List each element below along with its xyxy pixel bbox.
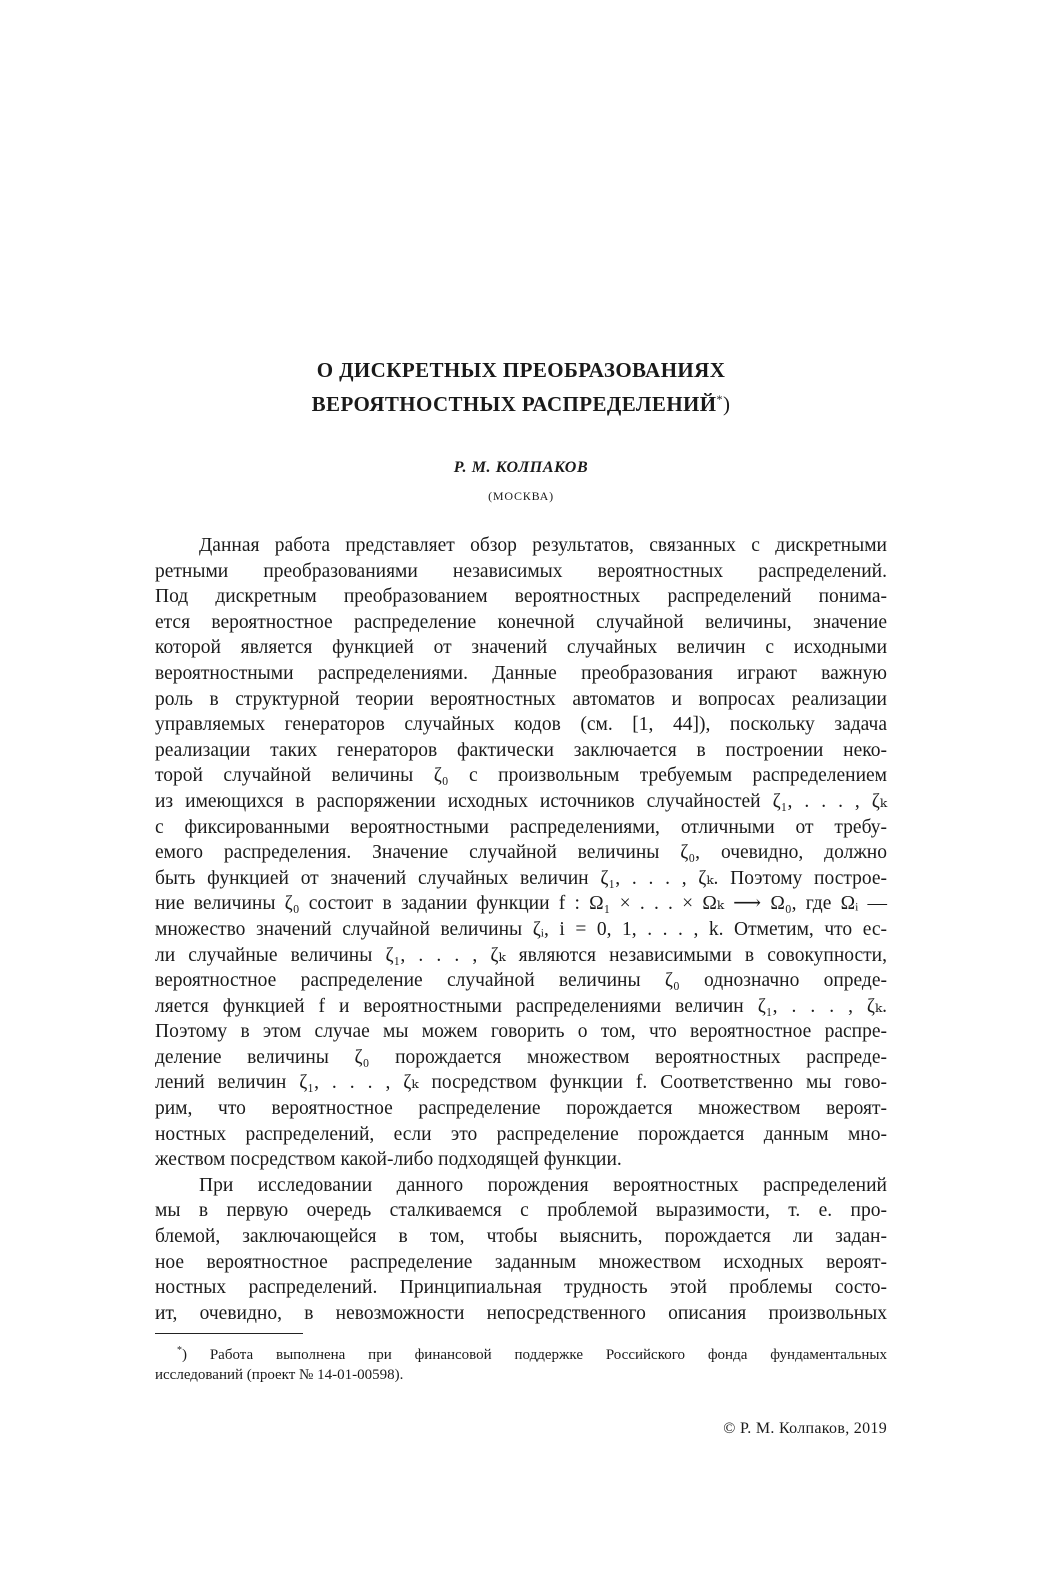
body-line: с фиксированными вероятностными распределениями, отличными от требу- xyxy=(155,816,887,838)
body-line: реализации таких генераторов фактически заключается в построении неко- xyxy=(155,739,887,761)
abstract-body xyxy=(155,533,887,1326)
body-line: блемой, заключающейся в том, чтобы выяснить, порождается ли задан- xyxy=(155,1226,887,1248)
footnote-line-2: исследований (проект № 14-01-00598). xyxy=(155,1367,404,1383)
body-line: Данная работа представляет обзор результатов, связанных с дискретными xyxy=(199,535,887,556)
body-line: которой является функцией от значений случайных величин с исходными xyxy=(155,637,887,659)
body-line: жеством посредством какой-либо подходящей функции. xyxy=(155,1149,622,1171)
title-line-2-text: ВЕРОЯТНОСТНЫХ РАСПРЕДЕЛЕНИЙ xyxy=(311,392,717,416)
paper-title xyxy=(155,356,887,419)
body-line: ляется функцией f и вероятностными распределениями величин ζ₁, . . . , ζₖ. xyxy=(155,995,887,1017)
body-line: ит, очевидно, в невозможности непосредственного описания произвольных xyxy=(155,1302,887,1324)
body-line: ретными преобразованиями независимых вероятностных распределений. xyxy=(155,560,887,582)
body-line: лений величин ζ₁, . . . , ζₖ посредством функции f. Соответственно мы гово- xyxy=(155,1072,887,1094)
title-line-1: О ДИСКРЕТНЫХ ПРЕОБРАЗОВАНИЯХ xyxy=(316,358,726,382)
footnote-line-1 xyxy=(155,1341,887,1365)
body-line: вероятностное распределение случайной величины ζ₀ однозначно опреде- xyxy=(155,970,887,992)
author-name: Р. М. КОЛПАКОВ xyxy=(453,459,589,476)
body-line: мы в первую очередь сталкиваемся с проблемой выразимости, т. е. про- xyxy=(155,1200,887,1222)
footnote xyxy=(155,1341,887,1385)
body-line: вероятностными распределениями. Данные преобразования играют важную xyxy=(155,662,887,684)
copyright-notice: © Р. М. Колпаков, 2019 xyxy=(723,1420,887,1437)
author-affiliation: (МОСКВА) xyxy=(488,489,554,503)
body-line: ное вероятностное распределение заданным множеством исходных вероят- xyxy=(155,1251,887,1273)
body-line: Поэтому в этом случае мы можем говорить о том, что вероятностное распре- xyxy=(155,1021,887,1043)
body-line: Под дискретным преобразованием вероятностных распределений понима- xyxy=(155,586,887,608)
footnote-mark: * xyxy=(177,1345,182,1356)
footnote-divider xyxy=(155,1333,303,1334)
body-line: множество значений случайной величины ζᵢ, i = 0, 1, . . . , k. Отметим, что ес- xyxy=(155,918,887,940)
body-line: роль в структурной теории вероятностных автоматов и вопросах реализации xyxy=(155,688,887,710)
body-line: управляемых генераторов случайных кодов (см. [1, 44]), поскольку задача xyxy=(155,714,887,736)
body-line: торой случайной величины ζ₀ с произвольным требуемым распределением xyxy=(155,765,887,787)
title-footnote-paren: ) xyxy=(722,392,731,416)
body-line: ли случайные величины ζ₁, . . . , ζₖ являются независимыми в совокупности, xyxy=(155,944,887,966)
body-line: емого распределения. Значение случайной величины ζ₀, очевидно, должно xyxy=(155,842,887,864)
body-line: ется вероятностное распределение конечной случайной величины, значение xyxy=(155,611,887,633)
body-line: быть функцией от значений случайных величин ζ₁, . . . , ζₖ. Поэтому построе- xyxy=(155,867,887,889)
body-line: деление величины ζ₀ порождается множеством вероятностных распреде- xyxy=(155,1046,887,1068)
body-line: ностных распределений, если это распределение порождается данным мно- xyxy=(155,1123,887,1145)
footnote-line-1-text: ) Работа выполнена при финансовой поддержке Российского фонда фундаментальных xyxy=(182,1347,887,1363)
title-line-2 xyxy=(155,385,887,419)
body-line: ностных распределений. Принципиальная трудность этой проблемы состо- xyxy=(155,1277,887,1299)
body-line: При исследовании данного порождения вероятностных распределений xyxy=(199,1174,887,1196)
body-line: рим, что вероятностное распределение порождается множеством вероят- xyxy=(155,1098,887,1120)
body-line: ние величины ζ₀ состоит в задании функции f : Ω₁ × . . . × Ωₖ ⟶ Ω₀, где Ωᵢ — xyxy=(155,893,887,915)
body-line: из имеющихся в распоряжении исходных источников случайностей ζ₁, . . . , ζₖ xyxy=(155,790,887,812)
title-footnote-mark[interactable]: * xyxy=(716,392,723,406)
